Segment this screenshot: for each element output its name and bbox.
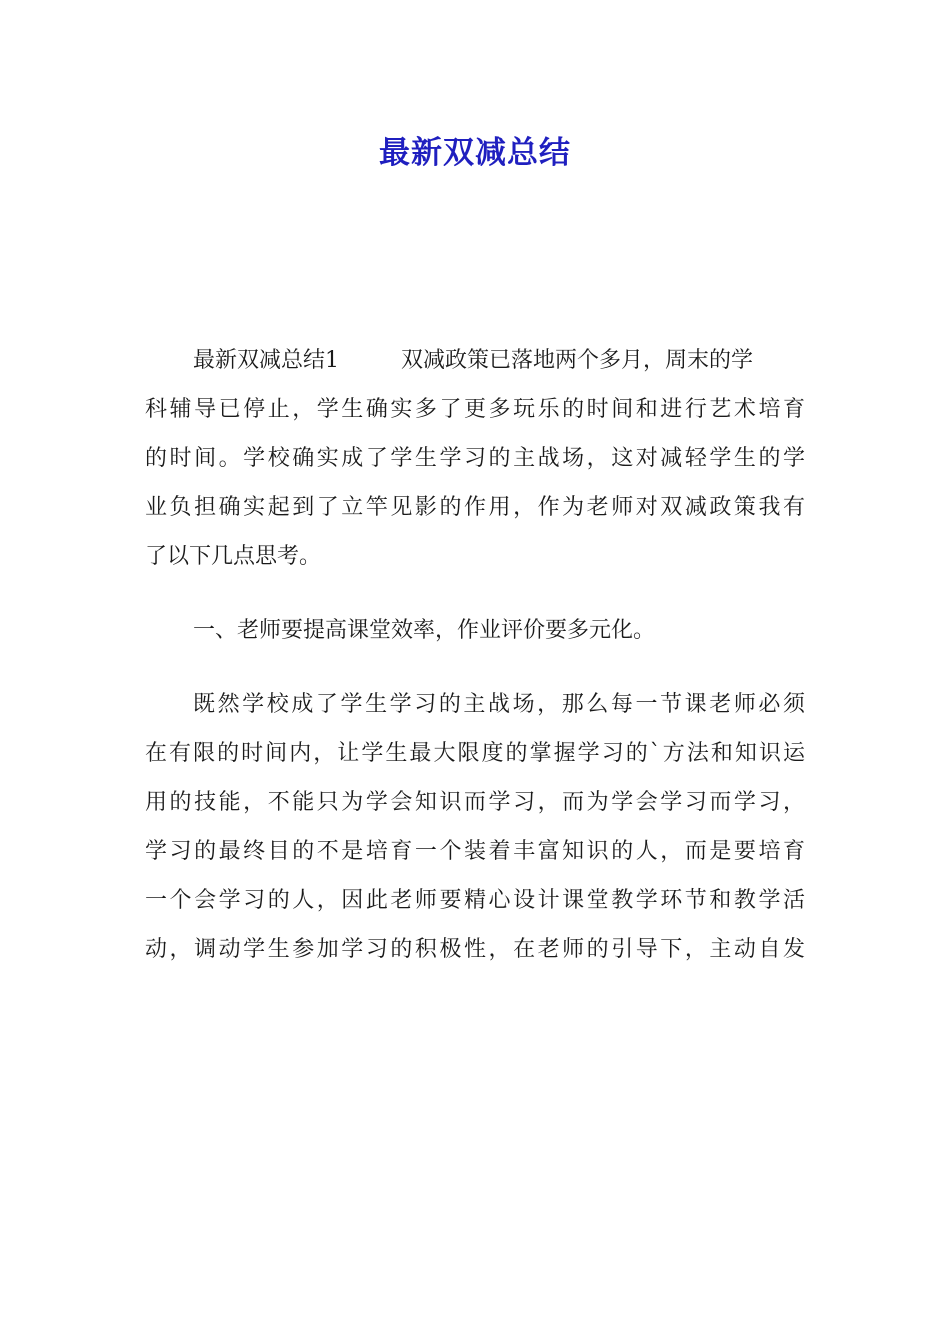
paragraph-line: 了以下几点思考。 bbox=[145, 544, 322, 569]
section-heading: 一、老师要提高课堂效率，作业评价要多元化。 bbox=[193, 618, 656, 643]
paragraph-line: 科辅导已停止，学生确实多了更多玩乐的时间和进行艺术培育 bbox=[145, 397, 805, 422]
paragraph-line: 在有限的时间内，让学生最大限度的掌握学习的`方法和知识运 bbox=[145, 741, 805, 766]
paragraph-line: 既然学校成了学生学习的主战场，那么每一节课老师必须 bbox=[193, 692, 805, 717]
paragraph-line: 的时间。学校确实成了学生学习的主战场，这对减轻学生的学 bbox=[145, 446, 805, 471]
paragraph-line: 一个会学习的人，因此老师要精心设计课堂教学环节和教学活 bbox=[145, 888, 805, 913]
paragraph-line: 用的技能，不能只为学会知识而学习，而为学会学习而学习， bbox=[145, 790, 805, 815]
document-title: 最新双减总结 bbox=[379, 135, 571, 171]
paragraph-line: 学习的最终目的不是培育一个装着丰富知识的人，而是要培育 bbox=[145, 839, 805, 864]
paragraph-classroom bbox=[145, 680, 805, 974]
paragraph-heading-one bbox=[145, 606, 805, 655]
document-body bbox=[145, 336, 805, 999]
paragraph-intro bbox=[145, 336, 805, 581]
section-heading-inline: 最新双减总结1 bbox=[193, 348, 339, 373]
paragraph-line: 业负担确实起到了立竿见影的作用，作为老师对双减政策我有 bbox=[145, 495, 805, 520]
paragraph-line bbox=[145, 336, 805, 385]
paragraph-line: 动，调动学生参加学习的积极性，在老师的引导下，主动自发 bbox=[145, 937, 805, 962]
paragraph-text: 双减政策已落地两个多月，周末的学 bbox=[401, 348, 754, 373]
